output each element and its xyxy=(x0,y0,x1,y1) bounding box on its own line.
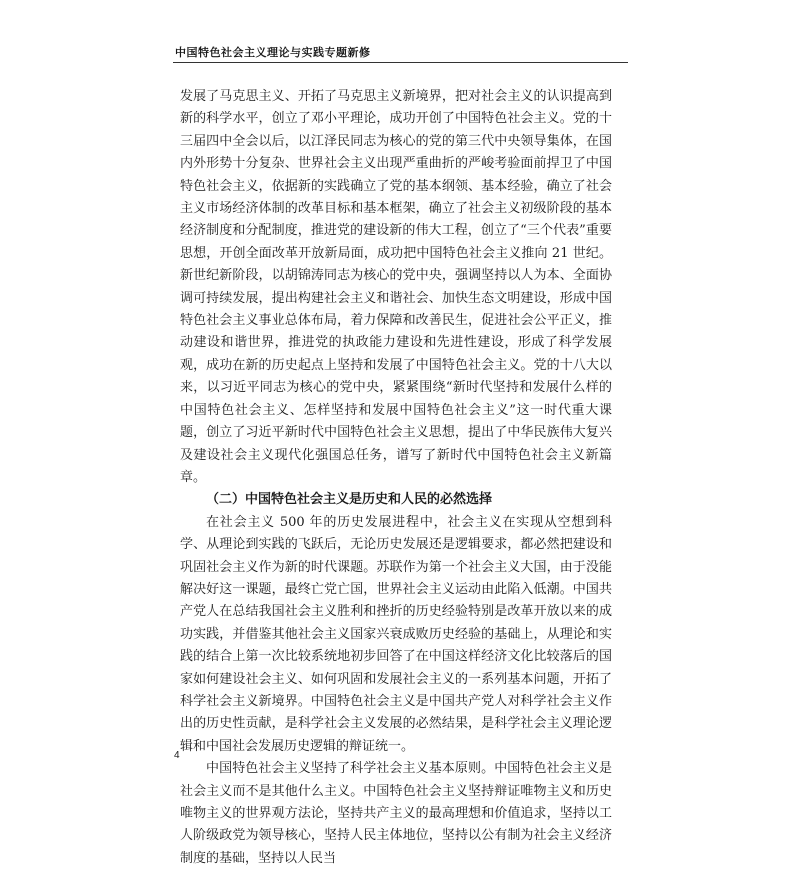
paragraph: 在社会主义 500 年的历史发展进程中，社会主义在实现从空想到科学、从理论到实践的飞跃后，无论历史发展还是逻辑要求，都必然把建设和巩固社会主义作为新的时代课题。苏联作为第一个社会主义大国，由于没能解决好这一课题，最终亡党亡国，世界社会主义运动由此陷入低潮。中国共产党人在总结我国社会主义胜利和挫折的历史经验特别是改革开放以来的成功实践，并借鉴其他社会主义国家兴衰成败历史经验的基础上，从理论和实践的结合上第一次比较系统地初步回答了在中国这样经济文化比较落后的国家如何建设社会主义、如何巩固和发展社会主义的一系列基本问题，开拓了科学社会主义新境界。中国特色社会主义是中国共产党人对科学社会主义作出的历史性贡献，是科学社会主义发展的必然结果，是科学社会主义理论逻辑和中国社会发展历史逻辑的辩证统一。 xyxy=(180,514,612,754)
paragraph-continued: 发展了马克思主义、开拓了马克思主义新境界，把对社会主义的认识提高到新的科学水平，创立了邓小平理论，成功开创了中国特色社会主义。党的十三届四中全会以后，以江泽民同志为核心的党的第三代中央领导集体，在国内外形势十分复杂、世界社会主义出现严重曲折的严峻考验面前捍卫了中国特色社会主义，依据新的实践确立了党的基本纲领、基本经验，确立了社会主义市场经济体制的改革目标和基本框架，确立了社会主义初级阶段的基本经济制度和分配制度，推进党的建设新的伟大工程，创立了“三个代表”重要思想，开创全面改革开放新局面，成功把中国特色社会主义推向 21 世纪。新世纪新阶段，以胡锦涛同志为核心的党中央，强调坚持以人为本、全面协调可持续发展，提出构建社会主义和谐社会、加快生态文明建设，形成中国特色社会主义事业总体布局，着力保障和改善民生，促进社会公平正义，推动建设和谐世界，推进党的执政能力建设和先进性建设，形成了科学发展观，成功在新的历史起点上坚持和发展了中国特色社会主义。党的十八大以来，以习近平同志为核心的党中央，紧紧围绕“新时代坚持和发展什么样的中国特色社会主义、怎样坚持和发展中国特色社会主义”这一时代重大课题，创立了习近平新时代中国特色社会主义思想，提出了中华民族伟大复兴及建设社会主义现代化强国总任务，谱写了新时代中国特色社会主义新篇章。 xyxy=(180,89,612,485)
paragraph: 中国特色社会主义坚持了科学社会主义基本原则。中国特色社会主义是社会主义而不是其他什么主义。中国特色社会主义坚持辩证唯物主义和历史唯物主义的世界观方法论，坚持共产主义的最高理想和价值追求，坚持以工人阶级政党为领导核心，坚持人民主体地位，坚持以公有制为社会主义经济制度的基础，坚持以人民当 xyxy=(180,761,612,866)
header-divider xyxy=(173,62,628,63)
page-number: 4 xyxy=(174,750,180,761)
page-body xyxy=(180,86,612,870)
section-heading: （二）中国特色社会主义是历史和人民的必然选择 xyxy=(206,492,493,508)
running-header: 中国特色社会主义理论与实践专题新修 xyxy=(175,46,371,59)
